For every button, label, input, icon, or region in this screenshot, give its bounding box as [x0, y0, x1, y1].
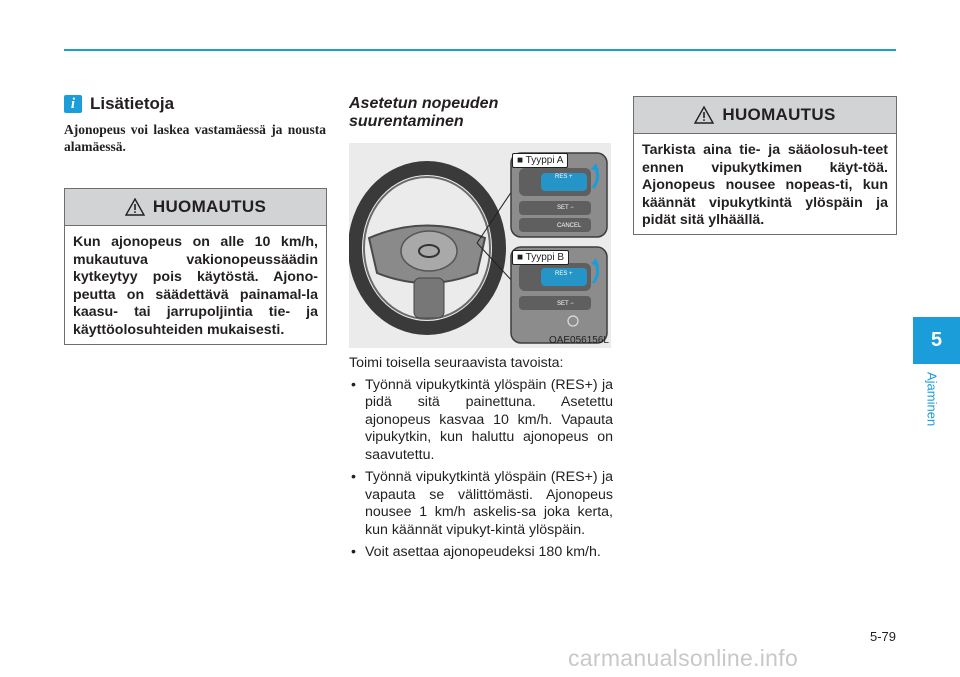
info-text: Ajonopeus voi laskea vastamäessä ja nousta alamäessä.	[64, 122, 326, 154]
cancel-label-a: CANCEL	[557, 223, 582, 229]
bullet-mark: •	[351, 469, 356, 485]
caution-title: HUOMAUTUS	[722, 105, 836, 124]
bullet-text: Työnnä vipukytkintä ylöspäin (RES+) ja vapauta se välittömästi. Ajonopeus nousee 1 km/h askelis-sa joka kerta, kun käännät vipukyt-kintä ylöspäin.	[365, 469, 613, 538]
header-rule	[64, 49, 896, 51]
bullet-text: Työnnä vipukytkintä ylöspäin (RES+) ja pidä sitä painettuna. Asetettu ajonopeus kasvaa 10 km/h. Vapauta vipukytkin, kun haluttu ajonopeus on saavutettu.	[365, 376, 613, 463]
page-number: 5-79	[869, 629, 896, 644]
body-text	[349, 355, 613, 567]
bullet-text: Voit asettaa ajonopeudeksi 180 km/h.	[365, 544, 601, 560]
info-heading	[64, 94, 174, 114]
set-label-b: SET −	[557, 301, 574, 307]
caution-header	[65, 189, 326, 226]
res-label-b: RES +	[555, 271, 573, 277]
set-label-a: SET −	[557, 205, 574, 211]
bullet-mark: •	[351, 544, 356, 560]
warning-icon	[694, 106, 714, 124]
bullet-item	[349, 544, 613, 562]
warning-icon	[125, 198, 145, 216]
figure-code: OAE056156L	[548, 335, 609, 346]
caution-box-left	[64, 188, 327, 345]
caution-text: Tarkista aina tie- ja sääolosuh-teet ennen vipukytkimen käyt-töä. Ajonopeus nousee nopeas-ti, kun käännät vipukytkintä ylöspäin ja pidät sitä ylhäällä.	[642, 142, 888, 228]
watermark: carmanualsonline.info	[568, 645, 799, 671]
bullet-mark: •	[351, 376, 356, 393]
caution-title: HUOMAUTUS	[152, 197, 267, 216]
caution-box-right	[633, 96, 897, 235]
chapter-name: Ajaminen	[924, 371, 940, 427]
type-b-label: ■ Tyyppi B	[512, 250, 569, 265]
section-title: Asetetun nopeuden suurentaminen	[349, 95, 499, 130]
info-icon: i	[64, 95, 82, 113]
steering-wheel-illustration	[349, 143, 611, 348]
caution-header	[634, 97, 896, 134]
info-title: Lisätietoja	[90, 94, 175, 113]
res-label-a: RES +	[555, 174, 573, 180]
caution-text: Kun ajonopeus on alle 10 km/h, mukautuva vakionopeussäädin kytkeytyy pois käytöstä. Ajono-peutta on säädettävä painamal-la kaasu- tai jarrupoljintia tie- ja käyttöolosuhteiden mukaisesti.	[73, 234, 318, 338]
bullet-item	[349, 377, 613, 465]
type-a-label: ■ Tyyppi A	[512, 153, 568, 168]
steering-wheel-figure	[349, 143, 611, 348]
body-intro: Toimi toisella seuraavista tavoista:	[349, 355, 564, 371]
chapter-number-tab: 5	[913, 317, 960, 364]
bullet-item	[349, 469, 613, 539]
